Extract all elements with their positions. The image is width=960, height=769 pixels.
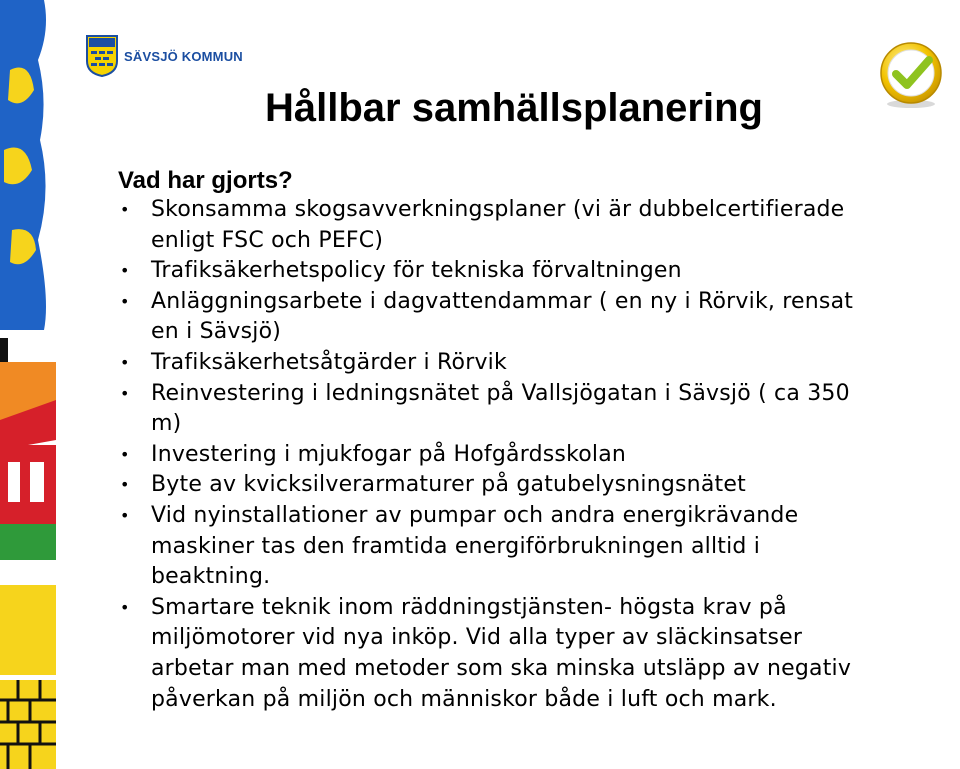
logo-text: SÄVSJÖ KOMMUN: [124, 48, 243, 64]
page-title: Hållbar samhällsplanering: [265, 86, 763, 130]
bullet-item: [118, 470, 960, 501]
bullet-item: [118, 379, 960, 440]
bullet-text: Byte av kvicksilverarmaturer på gatubelysningsnätet: [151, 472, 746, 498]
bullet-text: Investering i mjukfogar på Hofgårdsskolan: [151, 441, 627, 467]
bullet-list: [118, 195, 960, 715]
bullet-text: Anläggningsarbete i dagvattendammar ( en ny i Rörvik, rensat en i Sävsjö): [151, 288, 854, 345]
bullet-text: Skonsamma skogsavverkningsplaner (vi är dubbelcertifierade enligt FSC och PEFC): [151, 197, 845, 253]
bullet-dot: •: [120, 383, 130, 403]
municipal-shield-icon: [86, 35, 118, 77]
bullet-dot: •: [120, 444, 130, 464]
bullet-item: [118, 501, 960, 593]
bullet-dot: •: [120, 261, 130, 281]
bullet-dot: •: [120, 505, 130, 525]
bullet-dot: •: [120, 200, 130, 219]
bullet-dot: •: [120, 291, 130, 311]
bullet-dot: •: [120, 597, 130, 617]
bullet-dot: •: [120, 352, 130, 372]
bullet-text: Smartare teknik inom räddningstjänsten- högsta krav på miljömotorer vid nya inköp. Vid alla typer av släckinsatser arbetar man med metoder som ska minska utsläpp av negativ påverkan på miljön och människor både i luft och mark.: [151, 594, 852, 712]
bullet-item: [118, 195, 960, 256]
bullet-item: [118, 256, 960, 287]
bullet-item: [118, 440, 960, 471]
bullet-item: [118, 348, 960, 379]
bullet-text: Trafiksäkerhetspolicy för tekniska förvaltningen: [151, 258, 682, 284]
bullet-text: Vid nyinstallationer av pumpar och andra energikrävande maskiner tas den framtida energiförbrukningen alltid i beaktning.: [151, 502, 799, 590]
section-heading: Vad har gjorts?: [118, 167, 293, 194]
bullet-text: Reinvestering i ledningsnätet på Vallsjögatan i Sävsjö ( ca 350 m): [151, 380, 850, 437]
bullet-item: [118, 287, 960, 348]
municipality-logo: [86, 34, 243, 78]
bullet-dot: •: [120, 475, 130, 495]
bullet-text: Trafiksäkerhetsåtgärder i Rörvik: [151, 349, 507, 375]
bullet-item: [118, 593, 960, 715]
